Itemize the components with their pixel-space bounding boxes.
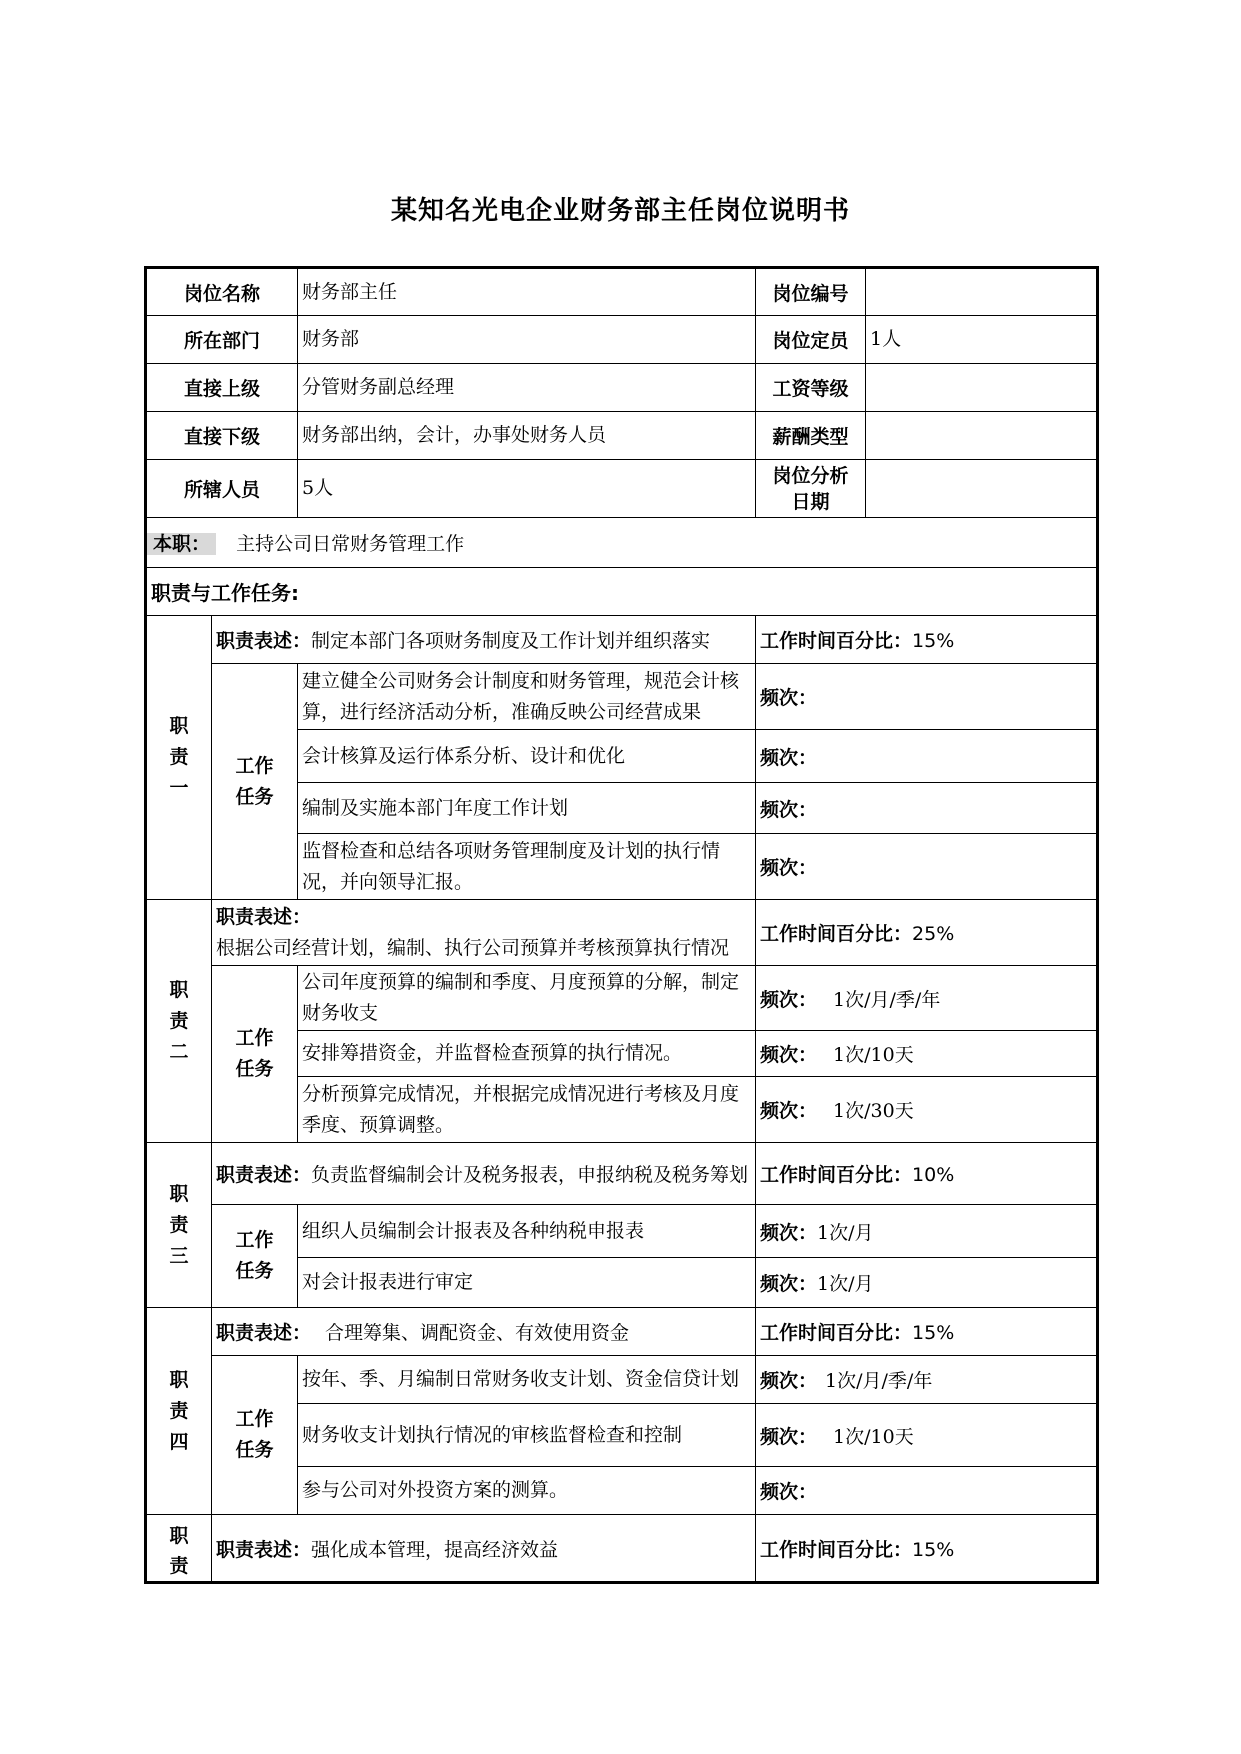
main-duty-label: 本职： [147, 533, 216, 555]
duty-4-pct: 15% [912, 1322, 955, 1344]
analysis-date-label: 岗位分析日期 [756, 460, 866, 518]
duty-2-task-2: 安排筹措资金，并监督检查预算的执行情况。 频次： 1次/10天 [146, 1031, 1098, 1077]
duty-1-task-label: 工作 任务 [212, 664, 298, 900]
post-no-value [866, 268, 1098, 316]
pay-type-value [866, 412, 1098, 460]
row-subordinate [146, 412, 1098, 460]
dept-label: 所在部门 [146, 316, 298, 364]
duty-1-name: 职 责 一 [146, 616, 212, 900]
page-title: 某知名光电企业财务部主任岗位说明书 [390, 196, 850, 226]
salary-grade-value [866, 364, 1098, 412]
duty-5-desc-row: 职 责 职责表述：强化成本管理，提高经济效益 工作时间百分比：15% [146, 1515, 1098, 1583]
duty-5-name: 职 责 [146, 1515, 212, 1583]
duty-4-task-label: 工作 任务 [212, 1356, 298, 1515]
job-description-table [144, 266, 1099, 1584]
row-duties-header [146, 568, 1098, 616]
duty-1-desc: 制定本部门各项财务制度及工作计划并组织落实 [311, 630, 711, 652]
duty-4-task-1: 工作 任务 按年、季、月编制日常财务收支计划、资金信贷计划 频次： 1次/月/季/年 [146, 1356, 1098, 1404]
subordinate-label: 直接下级 [146, 412, 298, 460]
duty-3-task-label: 工作 任务 [212, 1205, 298, 1308]
superior-value: 分管财务副总经理 [298, 364, 756, 412]
duty-2-task-1: 工作 任务 公司年度预算的编制和季度、月度预算的分解，制定财务收支 频次： 1次/月/季/年 [146, 966, 1098, 1031]
superior-label: 直接上级 [146, 364, 298, 412]
row-post-name [146, 268, 1098, 316]
duty-3-task-1: 工作 任务 组织人员编制会计报表及各种纳税申报表 频次：1次/月 [146, 1205, 1098, 1258]
duty-3-task-2: 对会计报表进行审定 频次：1次/月 [146, 1258, 1098, 1308]
staff-label: 所辖人员 [146, 460, 298, 518]
duty-4-task-2: 财务收支计划执行情况的审核监督检查和控制 频次： 1次/10天 [146, 1404, 1098, 1467]
duty-1-task-2: 会计核算及运行体系分析、设计和优化 频次： [146, 730, 1098, 783]
duty-4-task-3: 参与公司对外投资方案的测算。 频次： [146, 1467, 1098, 1515]
headcount-label: 岗位定员 [756, 316, 866, 364]
pay-type-label: 薪酬类型 [756, 412, 866, 460]
duty-2-name: 职 责 二 [146, 900, 212, 1143]
subordinate-value: 财务部出纳，会计，办事处财务人员 [298, 412, 756, 460]
post-name-label: 岗位名称 [146, 268, 298, 316]
duty-2-desc-row: 职 责 二 职责表述： 根据公司经营计划，编制、执行公司预算并考核预算执行情况 工作时间百分比：25% [146, 900, 1098, 966]
duty-1-task-1: 工作 任务 建立健全公司财务会计制度和财务管理，规范会计核算，进行经济活动分析，准确反映公司经营成果 频次： [146, 664, 1098, 730]
duty-3-pct: 10% [912, 1164, 955, 1186]
row-staff [146, 460, 1098, 518]
post-name-value: 财务部主任 [298, 268, 756, 316]
dept-value: 财务部 [298, 316, 756, 364]
row-main-duty [146, 518, 1098, 568]
row-superior [146, 364, 1098, 412]
duty-1-task-4: 监督检查和总结各项财务管理制度及计划的执行情况，并向领导汇报。 频次： [146, 834, 1098, 900]
row-dept [146, 316, 1098, 364]
duty-2-task-3: 分析预算完成情况，并根据完成情况进行考核及月度季度、预算调整。 频次： 1次/30天 [146, 1077, 1098, 1143]
analysis-date-value [866, 460, 1098, 518]
duty-2-task-label: 工作 任务 [212, 966, 298, 1143]
post-no-label: 岗位编号 [756, 268, 866, 316]
duty-4-name: 职 责 四 [146, 1308, 212, 1515]
duty-3-desc: 负责监督编制会计及税务报表，申报纳税及税务筹划 [311, 1164, 749, 1186]
headcount-value: 1人 [866, 316, 1098, 364]
duty-1-task-3: 编制及实施本部门年度工作计划 频次： [146, 783, 1098, 834]
duty-5-pct: 15% [912, 1538, 955, 1561]
duty-3-name: 职 责 三 [146, 1143, 212, 1308]
duty-1-desc-row: 职 责 一 职责表述：制定本部门各项财务制度及工作计划并组织落实 工作时间百分比：15% [146, 616, 1098, 664]
staff-value: 5人 [298, 460, 756, 518]
duty-1-pct: 15% [912, 630, 955, 652]
duty-4-desc: 合理筹集、调配资金、有效使用资金 [325, 1322, 630, 1344]
duties-header: 职责与工作任务: [146, 568, 1098, 616]
salary-grade-label: 工资等级 [756, 364, 866, 412]
duty-2-desc: 根据公司经营计划，编制、执行公司预算并考核预算执行情况 [216, 936, 730, 959]
duty-5-desc: 强化成本管理，提高经济效益 [311, 1538, 559, 1561]
main-duty-text: 主持公司日常财务管理工作 [236, 533, 465, 555]
duty-4-desc-row: 职 责 四 职责表述： 合理筹集、调配资金、有效使用资金 工作时间百分比：15% [146, 1308, 1098, 1356]
duty-3-desc-row: 职 责 三 职责表述：负责监督编制会计及税务报表，申报纳税及税务筹划 工作时间百分比：10% [146, 1143, 1098, 1205]
duty-2-pct: 25% [912, 923, 955, 945]
